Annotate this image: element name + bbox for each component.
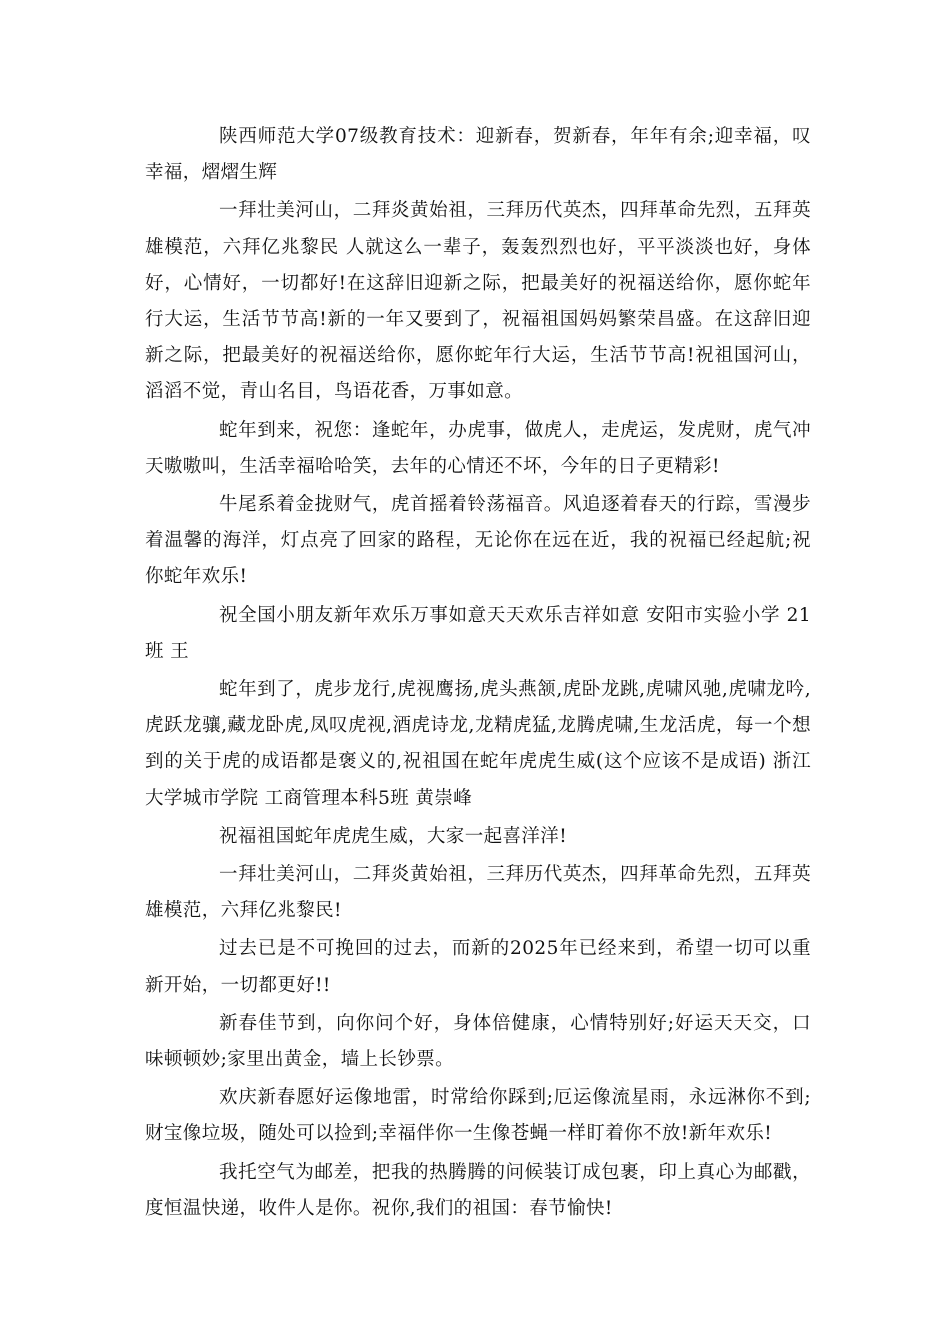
paragraph-4: 牛尾系着金拢财气，虎首摇着铃荡福音。风追逐着春天的行踪，雪漫步着温馨的海洋，灯点亮了回家的路程，无论你在远在近，我的祝福已经起航;祝你蛇年欢乐!	[145, 494, 811, 588]
paragraph-8: 一拜壮美河山，二拜炎黄始祖，三拜历代英杰，四拜革命先烈，五拜英雄模范，六拜亿兆黎民!	[145, 864, 811, 922]
paragraph-10: 新春佳节到，向你问个好，身体倍健康，心情特别好;好运天天交，口味顿顿妙;家里出黄金，墙上长钞票。	[145, 1012, 811, 1071]
paragraph-6: 蛇年到了，虎步龙行,虎视鹰扬,虎头燕颔,虎卧龙跳,虎啸风驰,虎啸龙吟,虎跃龙骧,藏龙卧虎,凤叹虎视,酒虎诗龙,龙精虎猛,龙腾虎啸,生龙活虎，每一个想到的关于虎的成语都是褒义的,祝祖国在蛇年虎虎生威(这个应该不是成语) 浙江大学城市学院 工商管理本科5班 黄崇峰	[145, 679, 811, 809]
paragraph-3: 蛇年到来，祝您：逢蛇年，办虎事，做虎人，走虎运，发虎财，虎气冲天嗷嗷叫，生活幸福哈哈笑，去年的心情还不坏，今年的日子更精彩!	[145, 419, 811, 477]
paragraph-12: 我托空气为邮差，把我的热腾腾的问候装订成包裹，印上真心为邮戳，度恒温快递，收件人是你。祝你,我们的祖国：春节愉快!	[145, 1161, 811, 1219]
paragraph-5: 祝全国小朋友新年欢乐万事如意天天欢乐吉祥如意 安阳市实验小学 21班 王	[145, 604, 811, 662]
paragraph-7: 祝福祖国蛇年虎虎生威，大家一起喜洋洋!	[219, 825, 568, 847]
paragraph-2: 一拜壮美河山，二拜炎黄始祖，三拜历代英杰，四拜革命先烈，五拜英雄模范，六拜亿兆黎民 人就这么一辈子，轰轰烈烈也好，平平淡淡也好，身体好，心情好，一切都好!在这辞旧迎新之际，把最美好的祝福送给你，愿你蛇年行大运，生活节节高!新的一年又要到了，祝福祖国妈妈繁荣昌盛。在这辞旧迎新之际，把最美好的祝福送给你，愿你蛇年行大运，生活节节高!祝祖国河山，滔滔不觉，青山名目，鸟语花香，万事如意。	[145, 200, 811, 403]
paragraph-9: 过去已是不可挽回的过去，而新的2025年已经来到，希望一切可以重新开始，一切都更好!!	[145, 938, 811, 996]
paragraph-1: 陕西师范大学07级教育技术：迎新春，贺新春，年年有余;迎幸福，叹幸福，熠熠生辉	[145, 126, 811, 184]
paragraph-11: 欢庆新春愿好运像地雷，时常给你踩到;厄运像流星雨，永远淋你不到;财宝像垃圾，随处可以捡到;幸福伴你一生像苍蝇一样盯着你不放!新年欢乐!	[145, 1087, 811, 1145]
document-body	[145, 119, 811, 1229]
